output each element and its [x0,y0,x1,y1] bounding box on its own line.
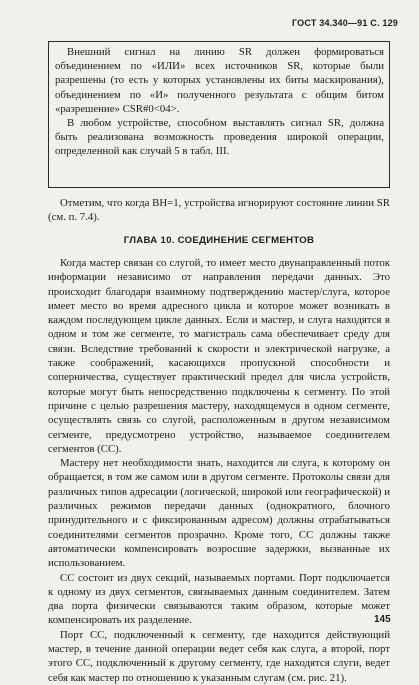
note-paragraph-2: В любом устройстве, способном выставлять сигнал SR, должна быть реализована возможность проведения широкой операции, определенной как случай 5 в табл. III. [55,117,384,158]
chapter-title: ГЛАВА 10. СОЕДИНЕНИЕ СЕГМЕНТОВ [123,235,315,246]
page-number: 145 [374,614,391,625]
chapter-body [48,256,390,685]
note-paragraph-1: Внешний сигнал на линию SR должен формироваться объединением по «ИЛИ» всех источников SR, которые были разрешены (то есть у которых установлены их биты маскирования), объединением по «И» полученного результата с общим битом «разрешение» CSR#0<04>. [55,46,384,115]
boxed-note [48,41,390,188]
running-header: ГОСТ 34.340—91 С. 129 [291,18,398,28]
body-paragraph-3: СС состоит из двух секций, называемых портами. Порт подключается к одному из двух сегментов, связываемых данным соединителем. Затем два порта физически связываются таким образом, которые может компенсировать их разделение. [48,571,390,627]
remark-paragraph: Отметим, что когда BH=1, устройства игнорируют состояние линии SR (см. п. 7.4). [48,197,390,224]
post-note-remark [48,196,390,225]
body-paragraph-1: Когда мастер связан со слугой, то имеет место двунаправленный поток информации независимо от направления передачи данных. Это происходит благодаря взаимному подтверждению мастер/слуга, которое имеет место во время адресного цикла и которое может возникать в каждом последующем цикле данных. Если и мастер, и слуга находятся в одном и том же сегменте, то магистраль сама обеспечивает среду для связи. Вследствие требований к скорости и электрической нагрузке, а также соображений, касающихся пропускной способности и соперничества, существует практический предел для числа устройств, которые могут быть непосредственно подключены к сегменту. По этой причине с целью разрешения мастеру, находящемуся в одном сегменте, осуществлять связь со слугой, расположенным в другом независимом сегменте, предусмотрено устройство, называемое соединителем сегментов (СС). [48,257,390,455]
body-paragraph-2: Мастеру нет необходимости знать, находится ли слуга, к которому он обращается, в том же самом или в другом сегменте. Протоколы связи для различных типов адресации (логической, широкой или географической) и различных режимов передачи данных (однократного, блочного принудительного и с фиксированным адресом) должны отрабатываться соединителями сегментов прозрачно. Кроме того, СС должны также автоматически компенсировать возросшие задержки, вызванные их использованием. [48,457,390,570]
body-paragraph-4: Порт СС, подключенный к сегменту, где находится действующий мастер, в течение данной операции ведет себя как слуга, а второй, порт этого СС, подключенный к другому сегменту, где находятся слуги, ведет себя как мастер по отношению к указанным слугам (см. рис. 21). [48,628,390,684]
